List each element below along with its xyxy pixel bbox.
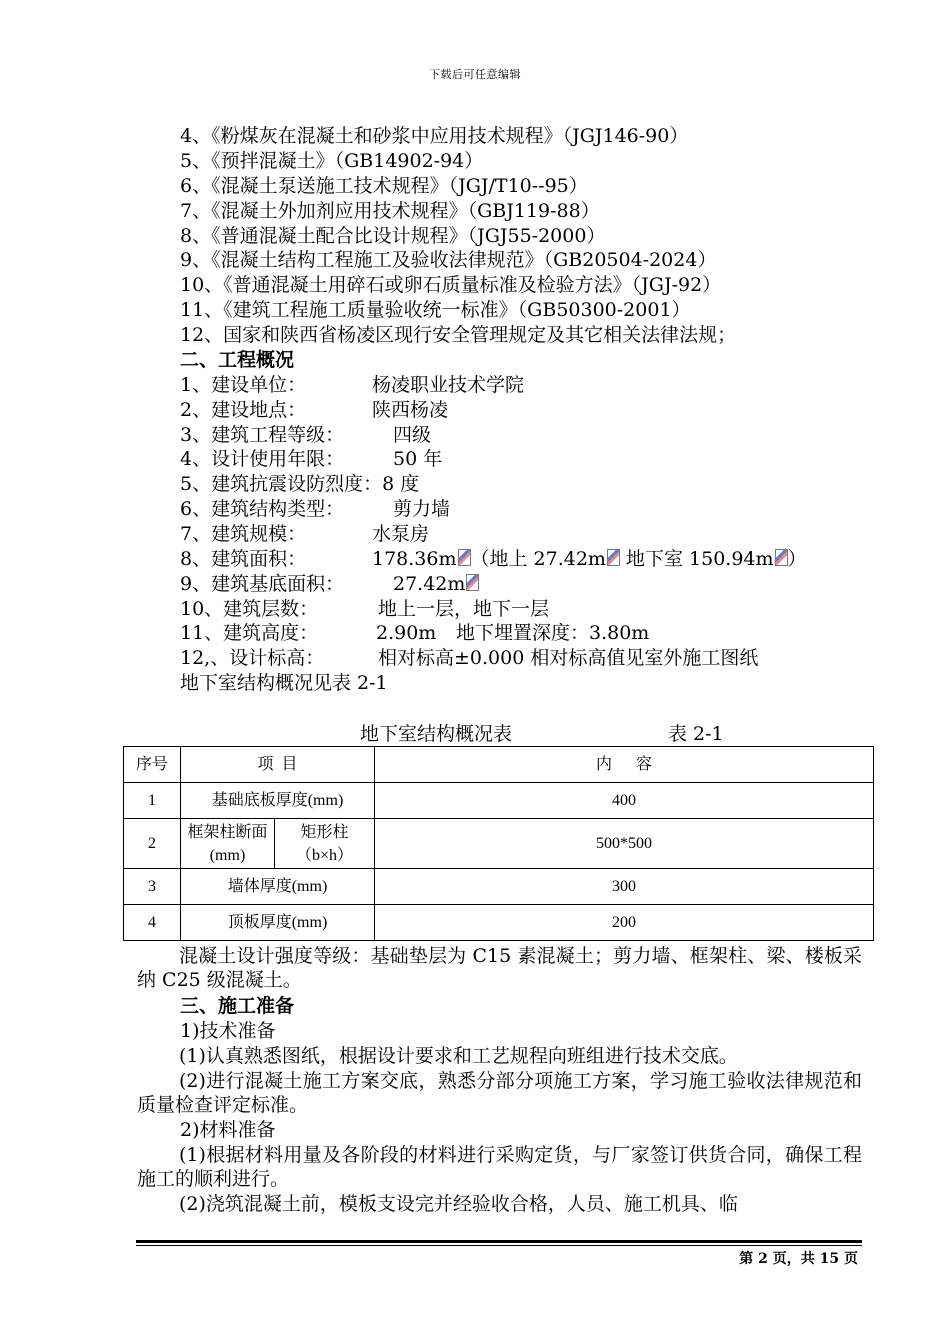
overview-item <box>180 646 758 670</box>
header-item: 项 目 <box>181 747 375 783</box>
table-row <box>124 783 874 819</box>
overview-value: 相对标高±0.000 相对标高值见室外施工图纸 <box>378 647 759 669</box>
overview-value: 178.36m <box>372 548 457 570</box>
reference-item: 7、《混凝土外加剂应用技术规程》（GBJ119-88） <box>180 200 600 222</box>
cell-content: 200 <box>375 905 874 941</box>
page-header: 下载后可任意编辑 <box>429 68 521 81</box>
overview-label: 3、建筑工程等级： <box>180 424 345 446</box>
reference-item: 9、《混凝土结构工程施工及验收法律规范》（GB20504-2024） <box>180 249 717 271</box>
overview-value: 陕西杨凌 <box>372 399 449 421</box>
overview-value: ） <box>787 548 807 570</box>
overview-label: 1、建设单位： <box>180 374 307 396</box>
table-row <box>124 819 874 869</box>
reference-item: 6、《混凝土泵送施工技术规程》（JGJ/T10--95） <box>180 175 588 197</box>
overview-item <box>180 572 479 596</box>
footer-rule <box>136 1245 862 1246</box>
cell-seq: 1 <box>124 783 181 819</box>
superscript-placeholder-icon <box>466 574 479 591</box>
overview-value: 四级 <box>393 424 432 446</box>
section-heading: 二、工程概况 <box>180 349 295 371</box>
superscript-placeholder-icon <box>607 549 620 566</box>
overview-item <box>180 522 429 546</box>
cell-seq: 3 <box>124 869 181 905</box>
overview-value: 剪力墙 <box>393 498 451 520</box>
overview-value: 2.90m <box>376 622 437 644</box>
overview-item <box>180 447 442 471</box>
overview-item <box>180 597 549 621</box>
overview-item <box>180 497 450 521</box>
overview-label: 9、建筑基底面积： <box>180 573 345 595</box>
overview-value: 50 年 <box>393 448 443 470</box>
cell-item: 顶板厚度(mm) <box>181 905 375 941</box>
overview-label: 12,、设计标高： <box>180 647 325 669</box>
reference-item: 11、《建筑工程施工质量验收统一标准》（GB50300-2001） <box>180 299 691 321</box>
table-header-row <box>124 747 874 783</box>
cell-item: 墙体厚度(mm) <box>181 869 375 905</box>
cell-item: 矩形柱（b×h） <box>275 819 375 869</box>
superscript-placeholder-icon <box>458 549 471 566</box>
concrete-note: 混凝土设计强度等级：基础垫层为 C15 素混凝土；剪力墙、框架柱、梁、楼板采纳 C25 级混凝土。 <box>137 945 862 991</box>
overview-value: （地上 27.42m <box>470 548 606 570</box>
cell-seq: 4 <box>124 905 181 941</box>
paragraph: (2)浇筑混凝土前，模板支设完并经验收合格，人员、施工机具、临 <box>179 1193 738 1215</box>
reference-item: 12、国家和陕西省杨凌区现行安全管理规定及其它相关法律法规； <box>180 324 737 346</box>
paragraph: (1)根据材料用量及各阶段的材料进行采购定货，与厂家签订供货合同，确保工程施工的顺利进行。 <box>137 1144 862 1190</box>
page-number: 第 2 页，共 15 页 <box>739 1251 858 1267</box>
paragraph: (2)进行混凝土施工方案交底，熟悉分部分项施工方案，学习施工验收法律规范和质量检查评定标准。 <box>137 1070 862 1116</box>
overview-value: 地下室 150.94m <box>619 548 774 570</box>
header-content: 内 容 <box>375 747 874 783</box>
overview-item <box>180 423 431 447</box>
subsection-title: 1)技术准备 <box>180 1020 276 1042</box>
cell-content: 300 <box>375 869 874 905</box>
overview-item <box>180 373 524 397</box>
cell-seq: 2 <box>124 819 181 869</box>
cell-content: 500*500 <box>375 819 874 869</box>
subsection-title: 2)材料准备 <box>180 1119 276 1141</box>
cell-content: 400 <box>375 783 874 819</box>
table-row <box>124 905 874 941</box>
overview-value: 27.42m <box>393 573 466 595</box>
overview-label: 10、建筑层数： <box>180 598 319 620</box>
table-row <box>124 869 874 905</box>
overview-label: 6、建筑结构类型： <box>180 498 345 520</box>
overview-item <box>180 398 448 422</box>
header-seq: 序号 <box>124 747 181 783</box>
overview-label: 7、建筑规模： <box>180 523 307 545</box>
overview-label: 8、建筑面积： <box>180 548 307 570</box>
reference-item: 4、《粉煤灰在混凝土和砂浆中应用技术规程》（JGJ146-90） <box>180 125 689 147</box>
superscript-placeholder-icon <box>775 549 788 566</box>
overview-item <box>180 621 649 645</box>
overview-value: 地下埋置深度：3.80m <box>456 622 650 644</box>
structure-table <box>123 746 874 941</box>
paragraph: (1)认真熟悉图纸，根据设计要求和工艺规程向班组进行技术交底。 <box>179 1045 738 1067</box>
reference-item: 8、《普通混凝土配合比设计规程》（JGJ55-2000） <box>180 225 606 247</box>
table-title: 地下室结构概况表 <box>360 723 513 745</box>
overview-label: 5、建筑抗震设防烈度： <box>180 473 383 495</box>
table-number: 表 2-1 <box>668 723 724 745</box>
reference-item: 10、《普通混凝土用碎石或卵石质量标准及检验方法》（JGJ-92） <box>180 274 722 296</box>
footer-rule <box>136 1240 862 1243</box>
overview-item <box>180 472 419 496</box>
overview-value: 8 度 <box>382 473 420 495</box>
section-heading: 三、施工准备 <box>180 995 295 1017</box>
cell-item: 框架柱断面 (mm) <box>181 819 275 869</box>
reference-item: 5、《预拌混凝土》（GB14902-94） <box>180 150 484 172</box>
overview-value: 水泵房 <box>372 523 430 545</box>
table-reference: 地下室结构概况见表 2-1 <box>180 672 388 694</box>
overview-label: 4、设计使用年限： <box>180 448 345 470</box>
cell-item: 基础底板厚度(mm) <box>181 783 375 819</box>
overview-value: 地上一层，地下一层 <box>378 598 550 620</box>
overview-value: 杨凌职业技术学院 <box>372 374 525 396</box>
overview-label: 11、建筑高度： <box>180 622 319 644</box>
overview-label: 2、建设地点： <box>180 399 307 421</box>
overview-item <box>180 547 807 571</box>
